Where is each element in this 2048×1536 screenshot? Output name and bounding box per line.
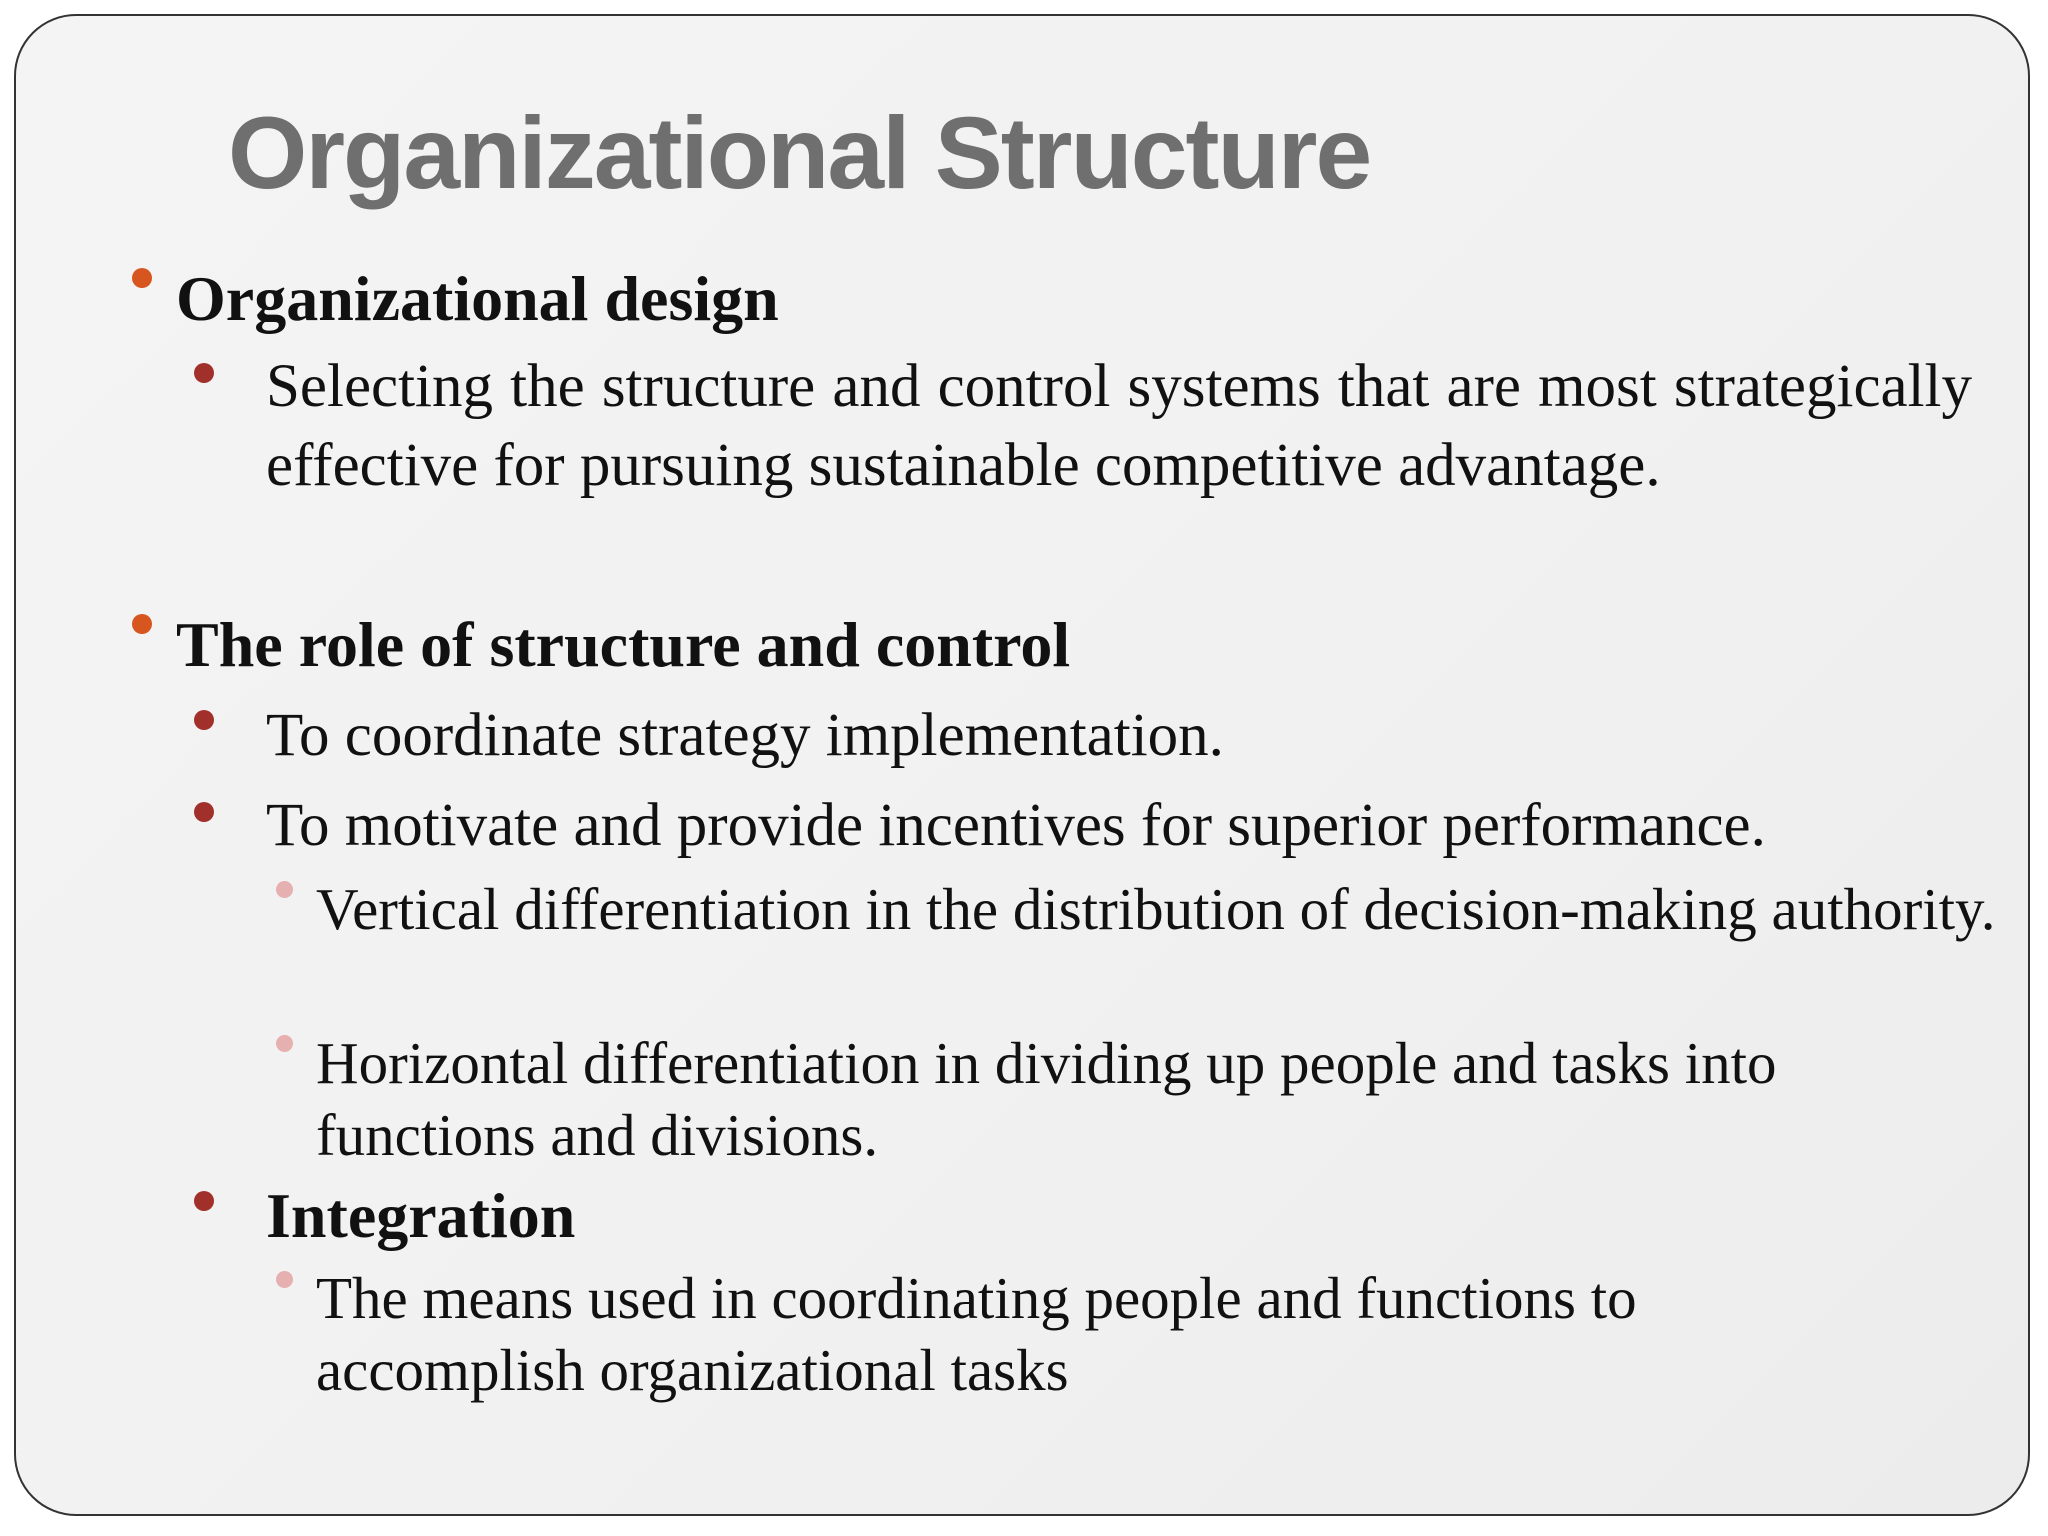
sub-bullet-text: Integration — [266, 1180, 576, 1251]
bullet-dot-icon — [194, 363, 214, 383]
sub-bullet-text: To motivate and provide incentives for superior performance. — [266, 792, 1766, 859]
bullet-dot-icon — [194, 802, 214, 822]
bullet-dot-icon — [132, 268, 152, 288]
slide-content — [16, 16, 2028, 1514]
bullet-dot-icon — [276, 1271, 293, 1288]
bullet-dot-icon — [276, 881, 293, 898]
bullet-dot-icon — [194, 1191, 214, 1211]
bullet-dot-icon — [132, 614, 152, 634]
sub-sub-bullet-text: Vertical differentiation in the distribution of decision-making authority. — [316, 876, 1996, 942]
bullet-heading: Organizational design — [176, 263, 779, 334]
slide — [14, 14, 2030, 1516]
sub-bullet-text: Selecting the structure and control systems that are most strategically effective for pursuing sustainable competitive advantage. — [266, 353, 1972, 499]
bullet-dot-icon — [194, 710, 214, 730]
bullet-dot-icon — [276, 1035, 293, 1052]
sub-sub-bullet-text: Horizontal differentiation in dividing up people and tasks into functions and divisions. — [316, 1030, 1777, 1168]
sub-bullet-text: To coordinate strategy implementation. — [266, 702, 1224, 769]
slide-title: Organizational Structure — [228, 96, 1371, 210]
sub-sub-bullet-text: The means used in coordinating people and functions to accomplish organizational tasks — [316, 1265, 1637, 1403]
bullet-heading: The role of structure and control — [176, 609, 1071, 680]
